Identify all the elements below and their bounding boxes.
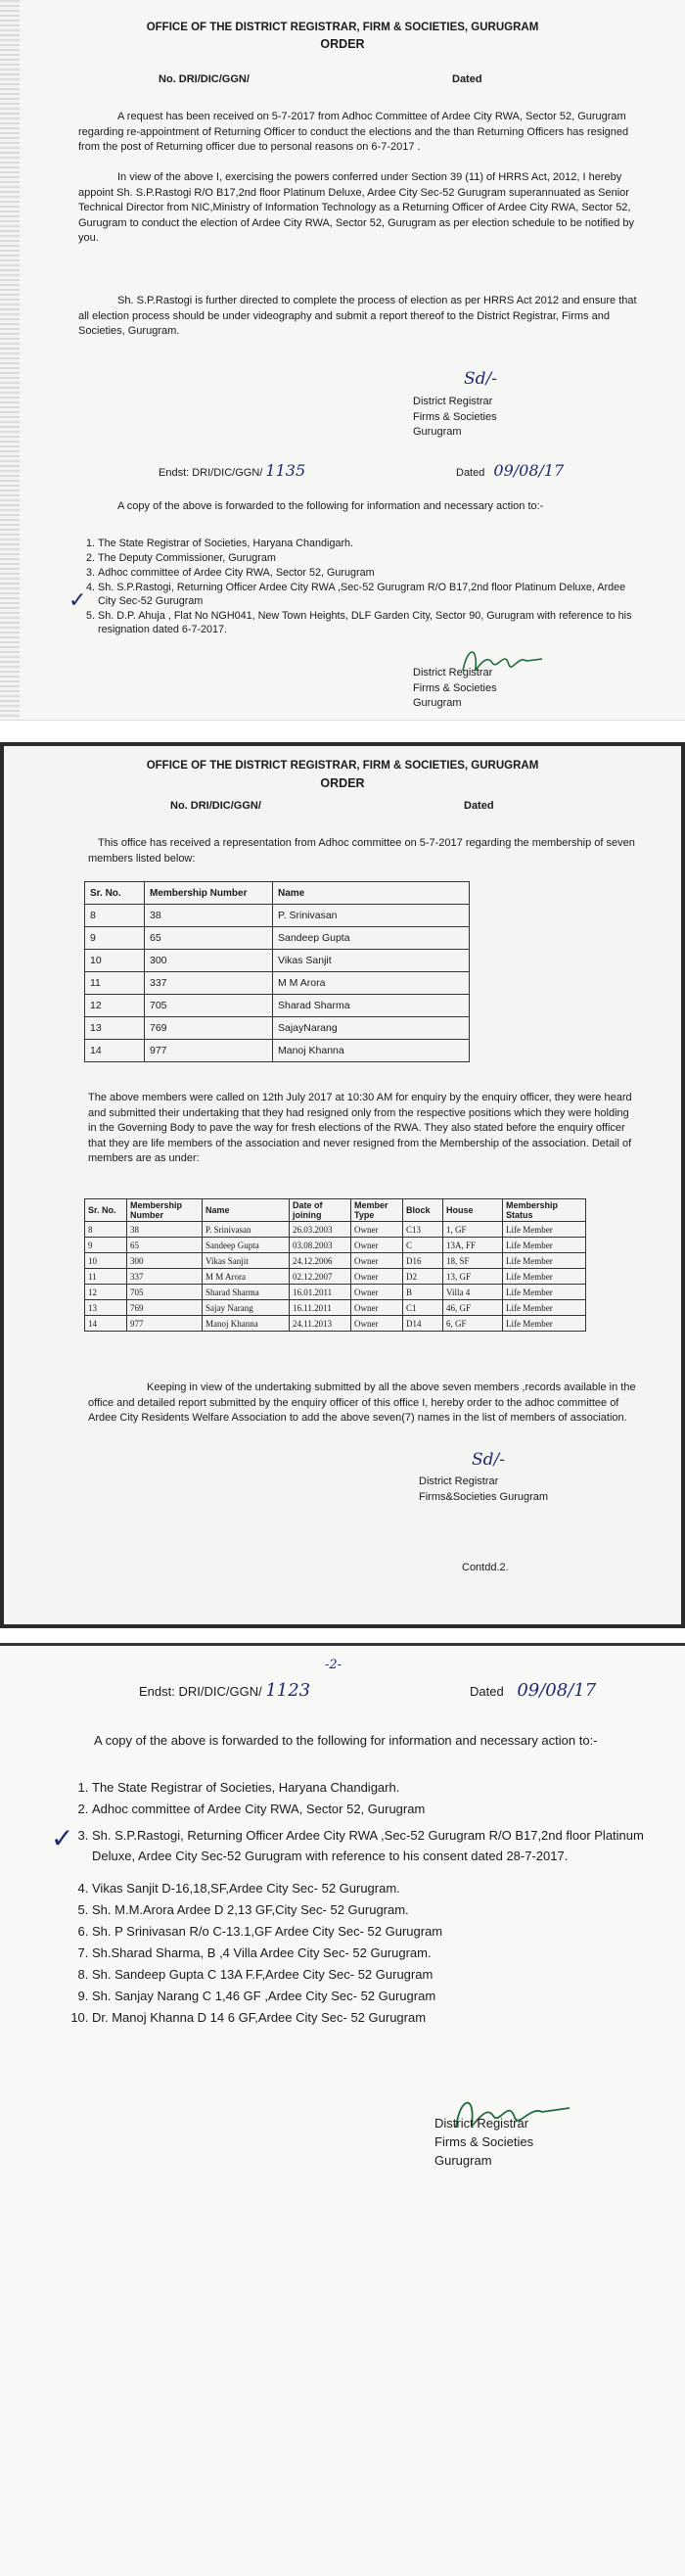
list-item: 5. Sh. D.P. Ahuja , Flat No NGH041, New Town Heights, DLF Garden City, Sector 90, Gurugram with reference to his resignation dated 6-7-2017. [98, 609, 646, 636]
column-header: Name [203, 1199, 290, 1222]
table-cell: 6, GF [443, 1316, 503, 1332]
table-cell: D14 [403, 1316, 443, 1332]
signatory-line: Gurugram [413, 697, 462, 709]
check-mark-icon: ✓ [68, 587, 87, 612]
table-cell: Sandeep Gupta [203, 1238, 290, 1253]
endorsement-handwritten-number: 1123 [265, 1680, 311, 1701]
table-cell: Sandeep Gupta [273, 927, 470, 950]
list-item: 4. Vikas Sanjit D-16,18,SF,Ardee City Sec- 52 Gurugram. [92, 1878, 669, 1898]
signatory-line: Firms & Societies [434, 2134, 534, 2149]
table-row [85, 1285, 586, 1300]
endorsement-handwritten-date: 09/08/17 [493, 461, 565, 480]
signatory-line: Gurugram [434, 2153, 492, 2168]
dated-label: Dated [452, 73, 482, 85]
table-header-row [85, 882, 470, 905]
table-cell: 977 [145, 1040, 273, 1062]
table-row [85, 927, 470, 950]
paragraph-appointment: In view of the above I, exercising the powers conferred under Section 39 (11) of HRRS Act, 2012, I hereby appoint Sh. S.P.Rastogi R/O B17,2nd floor Platinum Deluxe, Ardee City Sec-52 Gurugram superannuated as Senior Technical Director from NIC,Ministry of Information Technology as a Returning Officer of Ardee City RWA, Sector 52, Gurugram to conduct the election of Ardee City RWA, Sector 52, Gurugram as per election schedule to be notified by you. [78, 171, 635, 244]
scan-edge [0, 0, 20, 720]
order-title: ORDER [320, 37, 365, 51]
table-cell: Vikas Sanjit [203, 1253, 290, 1269]
order-paragraph: Keeping in view of the undertaking submitted by all the above seven members ,records available in the office and detailed report submitted by the enquiry officer of this office I, hereby order to the adhoc committee of Ardee City Residents Welfare Association to add the above seven(7) names in the list of members of association. [88, 1382, 636, 1424]
table-cell: P. Srinivasan [273, 905, 470, 927]
endorsement-dated-label: Dated [456, 467, 485, 479]
list-item: 9. Sh. Sanjay Narang C 1,46 GF ,Ardee City Sec- 52 Gurugram [92, 1986, 669, 2006]
table-cell: 12 [85, 1285, 127, 1300]
continued-note: Contdd.2. [462, 1562, 509, 1573]
table-row [85, 905, 470, 927]
office-heading: OFFICE OF THE DISTRICT REGISTRAR, FIRM & SOCIETIES, GURUGRAM [146, 22, 539, 33]
office-heading: OFFICE OF THE DISTRICT REGISTRAR, FIRM & SOCIETIES, GURUGRAM [146, 760, 539, 772]
table-cell: Manoj Khanna [203, 1316, 290, 1332]
table-row [85, 1238, 586, 1253]
table-cell: 9 [85, 1238, 127, 1253]
table-cell: C1 [403, 1300, 443, 1316]
table-row [85, 1017, 470, 1040]
table-cell: 11 [85, 1269, 127, 1285]
members-detail-table [84, 1198, 586, 1332]
table-cell: Life Member [503, 1316, 586, 1332]
copy-forward-text: A copy of the above is forwarded to the following for information and necessary action to:- [117, 500, 544, 512]
column-header: House [443, 1199, 503, 1222]
endorsement-date [456, 463, 564, 482]
table-cell: Owner [351, 1285, 403, 1300]
order-page-1 [0, 0, 685, 721]
list-item: 10. Dr. Manoj Khanna D 14 6 GF,Ardee City Sec- 52 Gurugram [92, 2007, 669, 2028]
signatory-line: Firms & Societies [413, 681, 497, 694]
table-cell: 1, GF [443, 1222, 503, 1238]
table-cell: Owner [351, 1269, 403, 1285]
table-cell: Life Member [503, 1285, 586, 1300]
table-row [85, 1300, 586, 1316]
table-cell: Villa 4 [443, 1285, 503, 1300]
signature-mark: Sd/- [464, 369, 497, 389]
copy-recipient-list [78, 537, 646, 637]
table-cell: 705 [127, 1285, 203, 1300]
table-cell: 03.08.2003 [290, 1238, 351, 1253]
signatory-line: Firms&Societies Gurugram [419, 1490, 549, 1503]
table-cell: Vikas Sanjit [273, 950, 470, 972]
table-cell: Life Member [503, 1253, 586, 1269]
column-header: Date of joining [290, 1199, 351, 1222]
signatory-block-2 [413, 666, 497, 712]
list-item: 5. Sh. M.M.Arora Ardee D 2,13 GF,City Sec- 52 Gurugram. [92, 1899, 669, 1920]
column-header: Sr. No. [85, 882, 145, 905]
list-item: 1. The State Registrar of Societies, Haryana Chandigarh. [98, 537, 646, 550]
table-cell: C13 [403, 1222, 443, 1238]
table-cell: 10 [85, 950, 145, 972]
table-cell: Manoj Khanna [273, 1040, 470, 1062]
table-cell: 38 [145, 905, 273, 927]
table-cell: 46, GF [443, 1300, 503, 1316]
table-row [85, 1269, 586, 1285]
table-cell: 16.11.2011 [290, 1300, 351, 1316]
table-cell: Sharad Sharma [203, 1285, 290, 1300]
column-header: Name [273, 882, 470, 905]
column-header: Member Type [351, 1199, 403, 1222]
table-cell: Sajay Narang [203, 1300, 290, 1316]
table-header-row [85, 1199, 586, 1222]
signatory-line: District Registrar [413, 667, 493, 679]
table-cell: 13 [85, 1300, 127, 1316]
reference-number: No. DRI/DIC/GGN/ [170, 800, 261, 812]
table-row [85, 995, 470, 1017]
signatory-line: District Registrar [419, 1475, 499, 1487]
members-summary-table [84, 881, 470, 1062]
signatory-line: Firms & Societies [413, 410, 497, 423]
table-cell: Owner [351, 1238, 403, 1253]
table-cell: 14 [85, 1040, 145, 1062]
check-mark-icon: ✓ [51, 1823, 74, 1853]
table-cell: 8 [85, 1222, 127, 1238]
table-cell: B [403, 1285, 443, 1300]
signatory-block [413, 395, 497, 441]
table-cell: 02.12.2007 [290, 1269, 351, 1285]
table-cell: Sharad Sharma [273, 995, 470, 1017]
column-header: Sr. No. [85, 1199, 127, 1222]
list-item: 8. Sh. Sandeep Gupta C 13A F.F,Ardee City Sec- 52 Gurugram [92, 1964, 669, 1985]
table-cell: 16.01.2011 [290, 1285, 351, 1300]
list-item: 2. Adhoc committee of Ardee City RWA, Sector 52, Gurugram [92, 1799, 669, 1819]
column-header: Block [403, 1199, 443, 1222]
list-item: 2. The Deputy Commissioner, Gurugram [98, 551, 646, 565]
paragraph-direction: Sh. S.P.Rastogi is further directed to complete the process of election as per HRRS Act 2012 and ensure that all election process should be under videography and submit a report thereof to the District Registrar, Firms and Societies, Gurugram. [78, 295, 637, 337]
reference-number: No. DRI/DIC/GGN/ [159, 73, 250, 85]
table-cell: 769 [127, 1300, 203, 1316]
table-cell: 65 [127, 1238, 203, 1253]
table-cell: Life Member [503, 1238, 586, 1253]
signatory-line: District Registrar [413, 396, 493, 407]
dated-label: Dated [464, 800, 494, 812]
list-item: 7. Sh.Sharad Sharma, B ,4 Villa Ardee City Sec- 52 Gurugram. [92, 1943, 669, 1963]
table-row [85, 1222, 586, 1238]
list-item: 3. Adhoc committee of Ardee City RWA, Sector 52, Gurugram [98, 566, 646, 580]
table-cell: 14 [85, 1316, 127, 1332]
table-cell: 13, GF [443, 1269, 503, 1285]
signature-mark: Sd/- [472, 1450, 505, 1470]
signatory-line: Gurugram [413, 426, 462, 438]
table-cell: 9 [85, 927, 145, 950]
table-cell: 65 [145, 927, 273, 950]
signatory-block [434, 2114, 533, 2170]
table-cell: 8 [85, 905, 145, 927]
order-page-2 [0, 742, 685, 1628]
table-cell: Life Member [503, 1222, 586, 1238]
endorsement-label: Endst: DRI/DIC/GGN/ [159, 467, 263, 479]
table-cell: 337 [127, 1269, 203, 1285]
table-cell: 24.11.2013 [290, 1316, 351, 1332]
table-cell: Owner [351, 1316, 403, 1332]
table-cell: 24.12.2006 [290, 1253, 351, 1269]
table-row [85, 1316, 586, 1332]
copy-recipient-list [72, 1777, 669, 2029]
order-page-3 [0, 1643, 685, 2576]
signatory-line: District Registrar [434, 2116, 529, 2131]
table-cell: 337 [145, 972, 273, 995]
order-title: ORDER [320, 776, 365, 790]
table-row [85, 972, 470, 995]
table-cell: Owner [351, 1222, 403, 1238]
page-number: -2- [325, 1658, 342, 1672]
table-cell: C [403, 1238, 443, 1253]
table-cell: 300 [127, 1253, 203, 1269]
column-header: Membership Number [127, 1199, 203, 1222]
table-cell: 705 [145, 995, 273, 1017]
endorsement-label: Endst: DRI/DIC/GGN/ [139, 1684, 262, 1699]
copy-forward-text: A copy of the above is forwarded to the following for information and necessary action to:- [94, 1733, 598, 1748]
table-cell: M M Arora [273, 972, 470, 995]
table-cell: Life Member [503, 1300, 586, 1316]
table-row [85, 1253, 586, 1269]
table-cell: Life Member [503, 1269, 586, 1285]
paragraph-request: A request has been received on 5-7-2017 from Adhoc Committee of Ardee City RWA, Sector 52, Gurugram regarding re-appointment of Returning Officer to conduct the elections and the than Returning Officers has resigned from the post of Returning officer due to personal reasons on 6-7-2017 . [78, 111, 629, 153]
table-cell: 13A, FF [443, 1238, 503, 1253]
list-item: 6. Sh. P Srinivasan R/o C-13.1,GF Ardee City Sec- 52 Gurugram [92, 1921, 669, 1942]
table-cell: 13 [85, 1017, 145, 1040]
table-cell: D2 [403, 1269, 443, 1285]
table-cell: D16 [403, 1253, 443, 1269]
table-cell: 18, SF [443, 1253, 503, 1269]
column-header: Membership Status [503, 1199, 586, 1222]
endorsement-date [470, 1680, 597, 1701]
table-cell: 10 [85, 1253, 127, 1269]
table-cell: 977 [127, 1316, 203, 1332]
table-row [85, 950, 470, 972]
endorsement-dated-label: Dated [470, 1684, 504, 1699]
table-cell: 300 [145, 950, 273, 972]
table-cell: 12 [85, 995, 145, 1017]
list-item: 4. Sh. S.P.Rastogi, Returning Officer Ardee City RWA ,Sec-52 Gurugram R/O B17,2nd floor Platinum Deluxe, Ardee City Sec-52 Gurugram [98, 581, 646, 608]
intro-paragraph: This office has received a representation from Adhoc committee on 5-7-2017 regarding the membership of seven members listed below: [88, 837, 635, 865]
table-row [85, 1040, 470, 1062]
table-cell: 38 [127, 1222, 203, 1238]
list-item: 3. Sh. S.P.Rastogi, Returning Officer Ardee City RWA ,Sec-52 Gurugram R/O B17,2nd floor Platinum Deluxe, Ardee City Sec-52 Gurugram with reference to his consent dated 28-7-2017. [92, 1825, 669, 1866]
endorsement-number [139, 1680, 311, 1701]
list-item: 1. The State Registrar of Societies, Haryana Chandigarh. [92, 1777, 669, 1798]
column-header: Membership Number [145, 882, 273, 905]
signatory-block [419, 1475, 548, 1505]
table-cell: Owner [351, 1253, 403, 1269]
endorsement-handwritten-number: 1135 [265, 461, 306, 480]
table-cell: 11 [85, 972, 145, 995]
table-cell: P. Srinivasan [203, 1222, 290, 1238]
table-cell: SajayNarang [273, 1017, 470, 1040]
endorsement-handwritten-date: 09/08/17 [517, 1680, 597, 1701]
table-cell: Owner [351, 1300, 403, 1316]
table-cell: M M Arora [203, 1269, 290, 1285]
endorsement-number [159, 463, 305, 482]
enquiry-paragraph: The above members were called on 12th July 2017 at 10:30 AM for enquiry by the enquiry officer, they were heard and submitted their undertaking that they had resigned only from the respective positions which they were holding in the Governing Body to pave the way for fresh elections of the RWA. They also stated before the enquiry officer that they are life members of the association and never resigned from the Membership of the association. Detail of members are as under: [88, 1092, 632, 1164]
table-cell: 769 [145, 1017, 273, 1040]
table-cell: 26.03.2003 [290, 1222, 351, 1238]
